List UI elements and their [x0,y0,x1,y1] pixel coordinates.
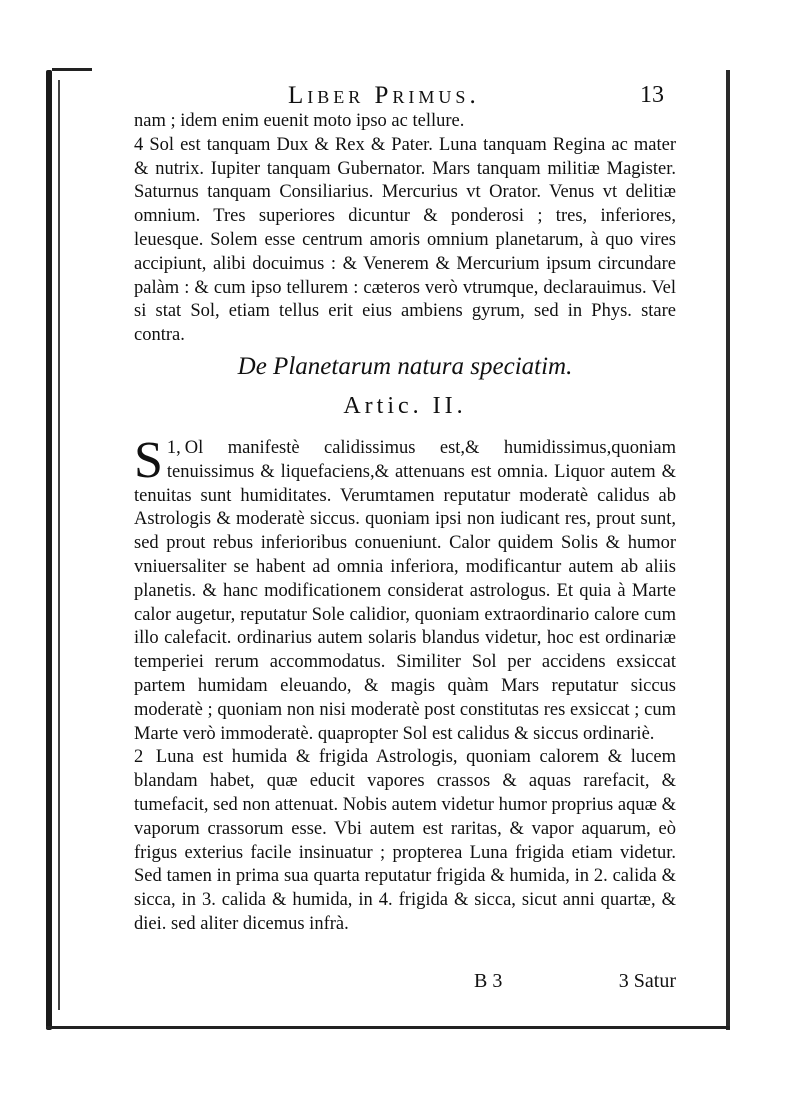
paragraph-number: 1, [166,438,181,458]
paragraph-4: 4 Sol est tanquam Dux & Rex & Pater. Luna tanquam Regina ac mater & nutrix. Iupiter tanquam Gubernator. Mars tanquam militiæ Magister. Saturnus tanquam Consiliarius. Mercurius vt Orator. Venus vt delitiæ omnium. Tres superiores dicuntur & ponderosi ; tres, inferiores, leuesque. Solem esse centrum amoris omnium planetarum, à quo vires accipiunt, alibi docuimus : & Venerem & Mercurium ipsum circundare palàm : & cum ipso tellurem : cæteros verò vtrumque, declarauimus. Vel si stat Sol, etiam tellus erit eius ambiens gyrum, sed in Phys. stare contra. [134,134,676,346]
paragraph-1-text: Ol manifestè calidissimus est,& humidissimus,quoniam tenuissimus & liquefaciens,& attenuans est omnia. Liquor autem & tenuitas sunt humiditates. Verumtamen reputatur moderatè calidus ab Astrologis & moderatè siccus. quoniam ipsi non iudicant res, prout sunt, sed prout rebus inferioribus conueniunt. Calor quidem Solis & humor vniuersaliter se habent ad omnia inferiora, modificantur autem ab aliis planetis. & hanc modificationem considerat astrologus. Et quia à Marte calor augetur, reputatur Sole calidior, quoniam extraordinario calore cum illo calefacit. ordinarius autem solaris blandus videtur, hoc est ordinariæ temperiei rerum accommodatus. Similiter Sol per accidens exsiccat partem humidam eleuando, & magis quàm Mars reputatur siccus moderatè ; quoniam non nisi moderatè post constitutas res exsiccat ; cum Marte verò immoderatè. quapropter Sol est calidus & siccus ordinariè. [134,438,676,744]
text-block-main [134,432,676,937]
continuation-line: nam ; idem enim euenit moto ipso ac tellure. [134,111,465,131]
article-heading: Artic. II. [343,393,467,419]
scan-edge-left [46,70,52,1030]
scan-edge-top [52,68,92,71]
catchword: 3 Satur [618,970,676,992]
running-title: Liber Primus. [288,82,480,109]
scan-edge-bottom [46,1026,730,1029]
page-footer [134,970,676,1000]
paragraph-1 [134,432,676,746]
drop-cap: S [134,432,163,489]
signature-mark: B 3 [474,970,503,992]
scan-edge-left-inner [58,80,60,1010]
text-block-top [134,110,676,348]
page-header [134,82,674,112]
section-title: De Planetarum natura speciatim. [237,353,573,380]
paragraph-2 [134,746,676,936]
paragraph-2-text: Luna est humida & frigida Astrologis, quoniam calorem & lucem blandam habet, quæ educit vapores crassos & aquas rarefacit, & tumefacit, sed non attenuat. Nobis autem videtur humor proprius aquæ & vaporum crassorum esse. Vbi autem est raritas, & vapor aquarum, eò frigus exterius facile insinuatur ; propterea Luna frigida etiam videtur. Sed tamen in prima sua quarta reputatur frigida & humida, in 2. calida & sicca, in 3. calida & humida, in 4. frigida & sicca, sicut anni quartæ, & diei. sed aliter dicemus infrà. [134,747,676,934]
paragraph-number: 2 [134,747,144,768]
scan-edge-right [726,70,730,1030]
folio-number: 13 [640,82,664,108]
